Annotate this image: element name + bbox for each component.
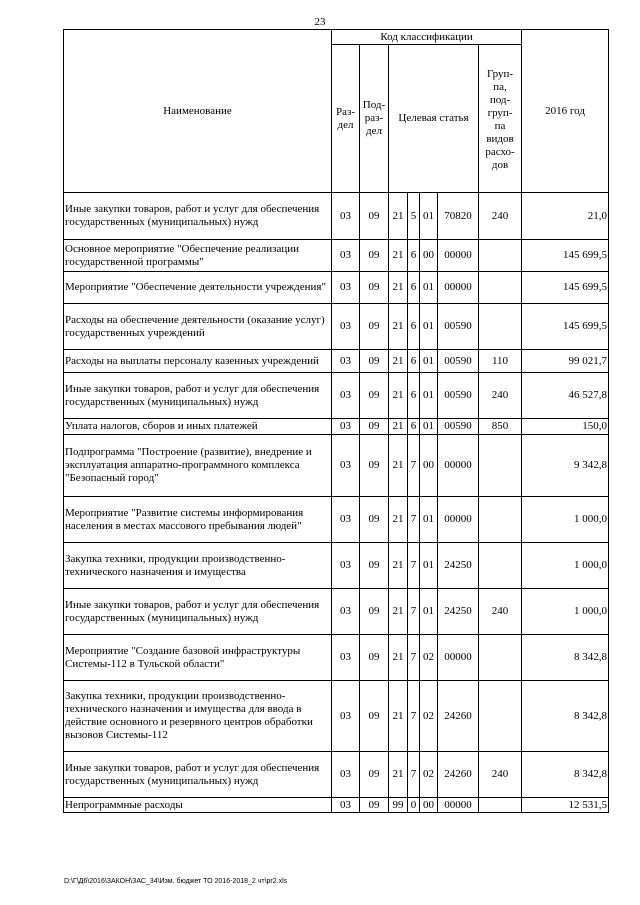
header-section: Раз- дел [332,45,360,193]
cell-t2: 7 [408,752,420,798]
cell-t4: 70820 [438,193,479,240]
cell-rz: 03 [332,419,360,435]
cell-sum: 150,0 [522,419,609,435]
cell-vr [479,304,522,350]
cell-sum: 99 021,7 [522,350,609,373]
cell-t3: 01 [420,543,438,589]
cell-sum: 1 000,0 [522,543,609,589]
cell-vr: 850 [479,419,522,435]
cell-vr [479,681,522,752]
cell-t1: 21 [389,193,408,240]
cell-name: Мероприятие "Создание базовой инфраструктуры Системы-112 в Тульской области" [64,635,332,681]
cell-t2: 5 [408,193,420,240]
cell-t4: 00000 [438,497,479,543]
cell-pr: 09 [360,752,389,798]
cell-vr [479,635,522,681]
table-row [64,373,609,419]
header-year: 2016 год [522,30,609,193]
header-name: Наименование [64,30,332,193]
cell-pr: 09 [360,240,389,272]
cell-name: Мероприятие "Обеспечение деятельности учреждения" [64,272,332,304]
cell-t4: 24260 [438,752,479,798]
cell-pr: 09 [360,635,389,681]
budget-table [63,29,609,813]
cell-t3: 01 [420,193,438,240]
table-row [64,681,609,752]
cell-t3: 01 [420,419,438,435]
table-row [64,419,609,435]
cell-vr: 240 [479,589,522,635]
cell-t4: 00000 [438,435,479,497]
cell-pr: 09 [360,193,389,240]
cell-vr [479,240,522,272]
cell-name: Уплата налогов, сборов и иных платежей [64,419,332,435]
cell-vr [479,543,522,589]
cell-t4: 00590 [438,419,479,435]
table-row [64,543,609,589]
table-row [64,193,609,240]
cell-pr: 09 [360,350,389,373]
cell-t3: 01 [420,350,438,373]
cell-sum: 1 000,0 [522,589,609,635]
cell-pr: 09 [360,435,389,497]
table-row [64,752,609,798]
table-row [64,635,609,681]
header-group: Груп- па, под- груп- па видов расхо- дов [479,45,522,193]
cell-t1: 21 [389,681,408,752]
table-row [64,272,609,304]
cell-t3: 00 [420,798,438,813]
cell-name: Расходы на обеспечение деятельности (оказание услуг) государственных учреждений [64,304,332,350]
cell-t1: 21 [389,350,408,373]
cell-vr: 110 [479,350,522,373]
cell-t2: 6 [408,240,420,272]
table-row [64,350,609,373]
cell-t4: 24250 [438,543,479,589]
cell-sum: 46 527,8 [522,373,609,419]
page-number: 23 [314,16,326,28]
cell-name: Иные закупки товаров, работ и услуг для обеспечения государственных (муниципальных) нужд [64,193,332,240]
cell-t3: 01 [420,304,438,350]
cell-pr: 09 [360,304,389,350]
cell-rz: 03 [332,497,360,543]
cell-t1: 21 [389,272,408,304]
cell-t1: 21 [389,240,408,272]
cell-t1: 21 [389,752,408,798]
cell-rz: 03 [332,681,360,752]
cell-sum: 9 342,8 [522,435,609,497]
cell-rz: 03 [332,350,360,373]
cell-t2: 0 [408,798,420,813]
cell-sum: 1 000,0 [522,497,609,543]
cell-name: Расходы на выплаты персоналу казенных учреждений [64,350,332,373]
cell-t3: 02 [420,681,438,752]
cell-sum: 8 342,8 [522,635,609,681]
cell-name: Иные закупки товаров, работ и услуг для обеспечения государственных (муниципальных) нужд [64,589,332,635]
cell-t4: 00590 [438,350,479,373]
cell-rz: 03 [332,635,360,681]
cell-t4: 00000 [438,798,479,813]
cell-sum: 145 699,5 [522,304,609,350]
cell-name: Закупка техники, продукции производственно-технического назначения и имущества для ввода в действие основного и резервного центров обработки вызовов Системы-112 [64,681,332,752]
cell-vr [479,798,522,813]
header-subsection: Под- раз- дел [360,45,389,193]
cell-t2: 6 [408,304,420,350]
cell-name: Непрограммные расходы [64,798,332,813]
cell-rz: 03 [332,435,360,497]
cell-t4: 00000 [438,635,479,681]
table-row [64,798,609,813]
cell-pr: 09 [360,798,389,813]
cell-t1: 21 [389,304,408,350]
cell-t1: 21 [389,589,408,635]
cell-pr: 09 [360,681,389,752]
cell-pr: 09 [360,272,389,304]
cell-t2: 7 [408,543,420,589]
cell-t4: 00000 [438,240,479,272]
cell-vr: 240 [479,193,522,240]
cell-name: Закупка техники, продукции производственно-технического назначения и имущества [64,543,332,589]
cell-vr [479,497,522,543]
cell-t2: 6 [408,373,420,419]
table-row [64,240,609,272]
cell-name: Подпрограмма "Построение (развитие), внедрение и эксплуатация аппаратно-программного комплекса "Безопасный город" [64,435,332,497]
cell-t3: 01 [420,373,438,419]
table-row [64,589,609,635]
cell-rz: 03 [332,373,360,419]
cell-t3: 00 [420,435,438,497]
cell-sum: 145 699,5 [522,272,609,304]
cell-name: Мероприятие "Развитие системы информирования населения в местах массового пребывания людей" [64,497,332,543]
cell-t4: 24260 [438,681,479,752]
cell-t3: 00 [420,240,438,272]
cell-t1: 21 [389,635,408,681]
table-row [64,497,609,543]
cell-t4: 00000 [438,272,479,304]
cell-t1: 21 [389,543,408,589]
cell-t3: 02 [420,635,438,681]
cell-t2: 7 [408,589,420,635]
cell-t3: 01 [420,497,438,543]
cell-pr: 09 [360,543,389,589]
cell-t3: 01 [420,272,438,304]
cell-pr: 09 [360,589,389,635]
cell-t1: 99 [389,798,408,813]
cell-rz: 03 [332,798,360,813]
cell-t1: 21 [389,373,408,419]
cell-name: Иные закупки товаров, работ и услуг для обеспечения государственных (муниципальных) нужд [64,373,332,419]
cell-t2: 7 [408,497,420,543]
header-classification: Код классификации [332,30,522,45]
cell-vr [479,435,522,497]
cell-pr: 09 [360,497,389,543]
cell-rz: 03 [332,240,360,272]
cell-rz: 03 [332,752,360,798]
cell-t1: 21 [389,497,408,543]
cell-sum: 8 342,8 [522,752,609,798]
cell-t1: 21 [389,435,408,497]
cell-rz: 03 [332,193,360,240]
cell-sum: 145 699,5 [522,240,609,272]
cell-t2: 6 [408,272,420,304]
cell-sum: 12 531,5 [522,798,609,813]
cell-sum: 8 342,8 [522,681,609,752]
table-row [64,435,609,497]
cell-rz: 03 [332,272,360,304]
cell-t2: 6 [408,419,420,435]
cell-t2: 7 [408,635,420,681]
cell-t2: 7 [408,435,420,497]
cell-t3: 02 [420,752,438,798]
cell-vr: 240 [479,373,522,419]
cell-rz: 03 [332,589,360,635]
cell-pr: 09 [360,373,389,419]
table-row [64,304,609,350]
cell-t4: 00590 [438,373,479,419]
cell-t4: 00590 [438,304,479,350]
cell-rz: 03 [332,543,360,589]
cell-t2: 6 [408,350,420,373]
cell-vr: 240 [479,752,522,798]
cell-t2: 7 [408,681,420,752]
cell-t4: 24250 [438,589,479,635]
cell-vr [479,272,522,304]
cell-name: Основное мероприятие "Обеспечение реализации государственной программы" [64,240,332,272]
cell-t3: 01 [420,589,438,635]
cell-name: Иные закупки товаров, работ и услуг для обеспечения государственных (муниципальных) нужд [64,752,332,798]
file-path-footer: D:\Г\Д6\2016\ЗАКОН\ЗАС_34\Изм. бюджет ТО 2016-2018_2 чт\pr2.xls [64,878,288,885]
cell-rz: 03 [332,304,360,350]
cell-sum: 21,0 [522,193,609,240]
header-target: Целевая статья [389,45,479,193]
cell-pr: 09 [360,419,389,435]
cell-t1: 21 [389,419,408,435]
